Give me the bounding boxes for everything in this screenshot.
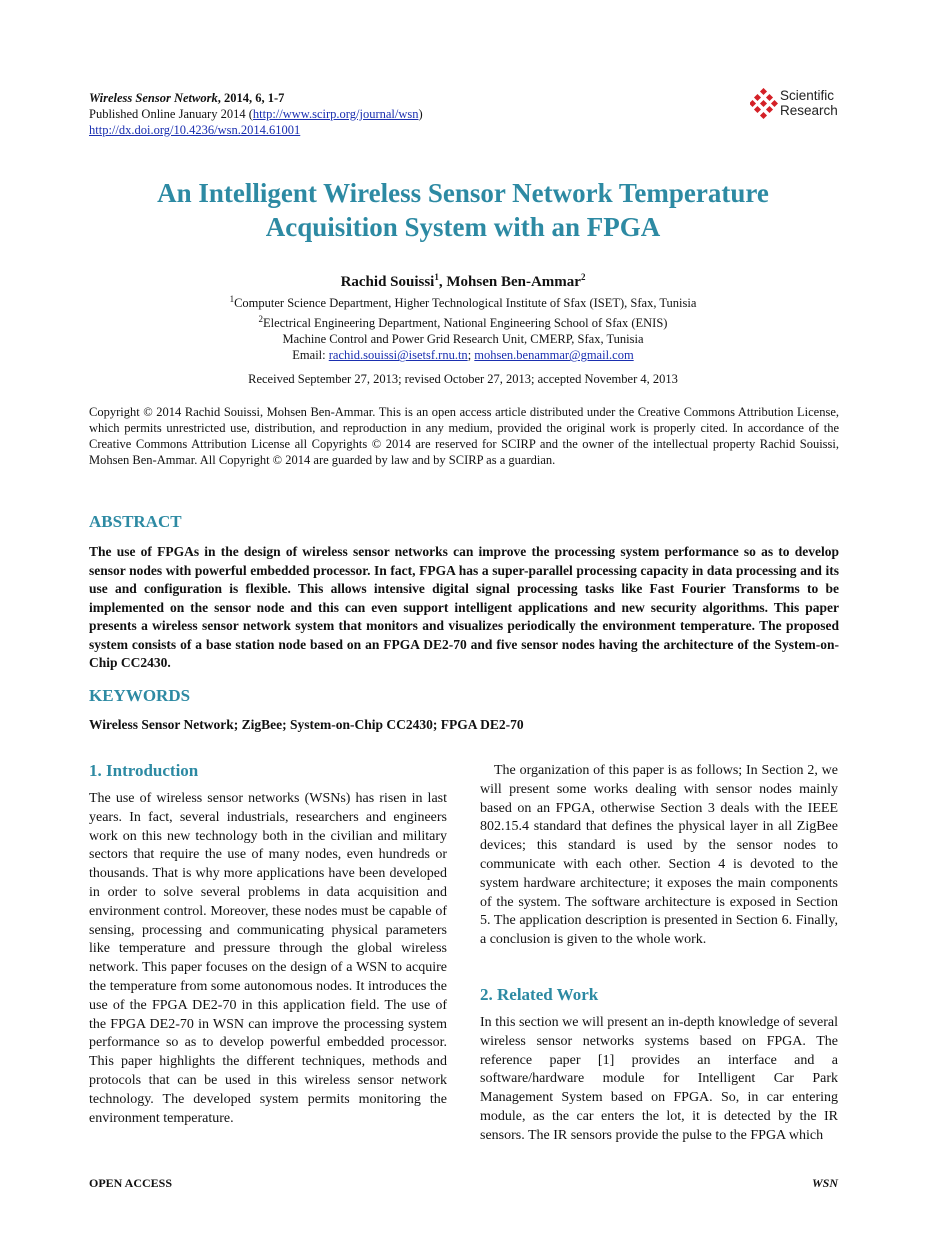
affiliations <box>60 291 866 363</box>
introduction-heading: 1. Introduction <box>89 761 199 780</box>
keywords-text: Wireless Sensor Network; ZigBee; System-on-Chip CC2430; FPGA DE2-70 <box>89 717 524 732</box>
title-line-2: Acquisition System with an FPGA <box>265 212 661 242</box>
affil-1: Computer Science Department, Higher Technological Institute of Sfax (ISET), Sfax, Tunisia <box>234 296 697 311</box>
journal-name: Wireless Sensor Network <box>89 91 218 105</box>
footer-journal-abbr: WSN <box>811 1176 838 1190</box>
email-sep: ; <box>467 348 475 363</box>
author-2: Mohsen Ben-Ammar <box>446 274 581 290</box>
author-separator: , <box>438 274 447 290</box>
affil-1-sup: 1 <box>229 294 235 304</box>
author-1: Rachid Souissi <box>340 274 435 290</box>
paper-title <box>60 176 866 244</box>
author-2-sup: 2 <box>580 272 586 282</box>
organization-paragraph: The organization of this paper is as follows; In Section 2, we will present some works dealing with sensor nodes mainly based on an FPGA, otherwise Section 3 deals with the IEEE 802.15.4 standard that defines the physical layer in all ZigBee devices; this standard is used by the sensor nodes to communicate with each other. Section 4 is devoted to the system hardware architecture; it exposes the main components of the system. The software architecture is exposed in Section 5. The application description is presented in Section 6. Finally, a conclusion is given to the whole work. <box>480 763 838 948</box>
logo-line-2: Research <box>780 103 838 118</box>
scientific-research-logo <box>750 88 842 124</box>
journal-volume: , 2014, 6, 1-7 <box>217 91 285 105</box>
affil-2: Electrical Engineering Department, National Engineering School of Sfax (ENIS) <box>263 316 668 331</box>
title-line-1: An Intelligent Wireless Sensor Network Temperature <box>157 178 769 208</box>
logo-line-1: Scientific <box>780 88 835 103</box>
keywords-heading: KEYWORDS <box>89 686 191 705</box>
related-work-text: In this section we will present an in-depth knowledge of several wireless sensor networks systems based on FPGA. The reference paper [1] provides an interface and a software/hardware module for Intelligent Car Park Management System based on FPGA. So, in car entering module, as the car enters the lot, it is detected by the IR sensors. The IR sensors provide the pulse to the FPGA which <box>480 1015 838 1143</box>
abstract-text: The use of FPGAs in the design of wireless sensor networks can improve the processing system performance so as to develop sensor nodes with powerful embedded processor. In fact, FPGA has a super-parallel processing capacity in data processing and its use and configuration is flexible. This allows intensive digital signal processing tasks like Fast Fourier Transforms to be implemented on the sensor node and this can even support intelligent applications and new security algorithms. This paper presents a wireless sensor network system that monitors and visualizes periodically the environment temperature. The proposed system consists of a base station node based on an FPGA DE2-70 and five sensor nodes having the architecture of the System-on-Chip CC2430. <box>89 544 839 670</box>
email-link-2[interactable]: mohsen.benammar@gmail.com <box>474 348 634 363</box>
affil-2-sup: 2 <box>258 314 264 325</box>
author-1-sup: 1 <box>434 272 439 282</box>
published-prefix: Published Online January 2014 ( <box>89 107 253 121</box>
email-link-1[interactable]: rachid.souissi@isetsf.rnu.tn <box>328 348 468 363</box>
affil-3: Machine Control and Power Grid Research Unit, CMERP, Sfax, Tunisia <box>282 332 644 347</box>
doi-link[interactable]: http://dx.doi.org/10.4236/wsn.2014.61001 <box>89 123 301 137</box>
copyright-notice: Copyright © 2014 Rachid Souissi, Mohsen Ben-Ammar. This is an open access article distributed under the Creative Commons Attribution License, which permits unrestricted use, distribution, and reproduction in any medium, provided the original work is properly cited. In accordance of the Creative Commons Attribution License all Copyrights © 2014 are reserved for SCIRP and the owner of the intellectual property Rachid Souissi, Mohsen Ben-Ammar. All Copyright © 2014 are guarded by law and by SCIRP as a guardian. <box>89 405 839 467</box>
authors <box>60 272 866 291</box>
journal-header <box>89 90 423 138</box>
related-work-heading: 2. Related Work <box>480 985 599 1004</box>
footer-open-access: OPEN ACCESS <box>89 1176 173 1190</box>
abstract-heading: ABSTRACT <box>89 512 182 531</box>
journal-url-link[interactable]: http://www.scirp.org/journal/wsn <box>252 107 419 121</box>
introduction-text: The use of wireless sensor networks (WSNs) has risen in last years. In fact, several industrials, researchers and engineers work on this new technology both in the civilian and military sectors that require the use of many nodes, even hundreds or thousands. That is why more applications have been developed in order to solve several problems in data acquisition and environment control. Moreover, these nodes must be capable of sensing, processing and communicating physical parameters like temperature and pressure through the global wireless network. This paper focuses on the design of a WSN to acquire the temperature from some autonomous nodes. It introduces the use of the FPGA DE2-70 in this application field. The use of the FPGA DE2-70 in WSN can improve the processing system performance so as to develop powerful embedded processor. This paper highlights the different techniques, methods and protocols that can be used in this wireless sensor network technology. The developed system permits monitoring the environment temperature. <box>89 791 447 1126</box>
logo-diamond-icon <box>750 88 778 122</box>
published-suffix: ) <box>418 107 423 121</box>
received-dates: Received September 27, 2013; revised October 27, 2013; accepted November 4, 2013 <box>248 372 678 386</box>
email-label: Email: <box>292 348 329 363</box>
